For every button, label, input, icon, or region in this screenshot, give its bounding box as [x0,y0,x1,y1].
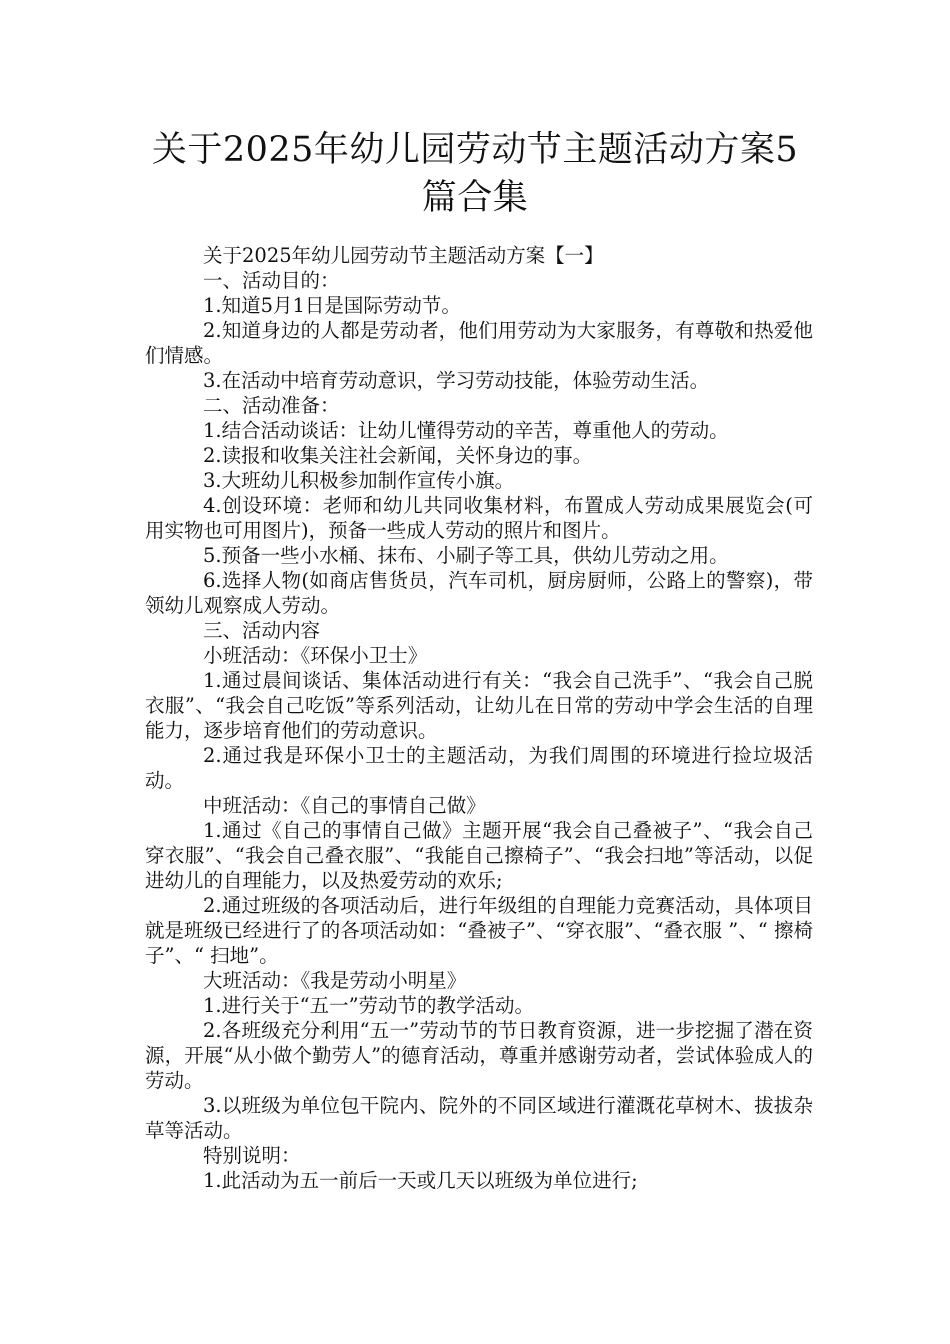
paragraph: 2.各班级充分利用“五一”劳动节的节日教育资源，进一步挖掘了潜在资源，开展“从小做个勤劳人”的德育活动，尊重并感谢劳动者，尝试体验成人的劳动。 [145,1019,813,1092]
paragraph: 1.知道5月1日是国际劳动节。 [203,294,461,317]
paragraph: 二、活动准备： [203,394,340,417]
paragraph: 1.结合活动谈话：让幼儿懂得劳动的辛苦，尊重他人的劳动。 [203,419,729,442]
paragraph: 2.读报和收集关注社会新闻，关怀身边的事。 [203,444,593,467]
paragraph: 3.在活动中培育劳动意识，学习劳动技能，体验劳动生活。 [203,369,710,392]
paragraph: 2.知道身边的人都是劳动者，他们用劳动为大家服务，有尊敬和热爱他们情感。 [145,319,813,367]
paragraph: 2.通过我是环保小卫士的主题活动，为我们周围的环境进行捡垃圾活动。 [145,744,813,792]
document-body [145,243,813,1193]
paragraph: 中班活动：《自己的事情自己做》 [203,794,486,817]
paragraph: 5.预备一些小水桶、抹布、小刷子等工具，供幼儿劳动之用。 [203,544,729,567]
title-line-1: 关于2025年幼儿园劳动节主题活动方案5 [151,130,799,170]
paragraph: 3.大班幼儿积极参加制作宣传小旗。 [203,469,515,492]
paragraph: 1.通过《自己的事情自己做》主题开展“我会自己叠被子”、“我会自己穿衣服”、“我会自己叠衣服”、“我能自己擦椅子”、“我会扫地”等活动，以促进幼儿的自理能力，以及热爱劳动的欢乐; [145,819,813,892]
paragraph: 大班活动：《我是劳动小明星》 [203,969,467,992]
paragraph: 一、活动目的： [203,269,340,292]
document-title [140,126,810,222]
paragraph: 1.通过晨间谈话、集体活动进行有关：“我会自己洗手”、“我会自己脱衣服”、“我会自己吃饭”等系列活动，让幼儿在日常的劳动中学会生活的自理能力，逐步培育他们的劳动意识。 [145,669,813,742]
paragraph: 6.选择人物(如商店售货员，汽车司机，厨房厨师，公路上的警察)，带领幼儿观察成人劳动。 [145,569,813,617]
paragraph: 2.通过班级的各项活动后，进行年级组的自理能力竞赛活动，具体项目就是班级已经进行了的各项活动如：“叠被子”、“穿衣服”、“叠衣服 ”、“ 擦椅子”、“ 扫地”。 [145,894,813,967]
paragraph: 4.创设环境：老师和幼儿共同收集材料，布置成人劳动成果展览会(可用实物也可用图片)，预备一些成人劳动的照片和图片。 [145,494,813,542]
paragraph: 小班活动：《环保小卫士》 [203,644,428,667]
paragraph: 3.以班级为单位包干院内、院外的不同区域进行灌溉花草树木、拔拔杂草等活动。 [145,1094,813,1142]
paragraph: 特别说明： [203,1144,301,1167]
paragraph: 三、活动内容 [203,619,321,642]
paragraph: 1.进行关于“五一”劳动节的教学活动。 [203,994,535,1017]
paragraph: 1.此活动为五一前后一天或几天以班级为单位进行; [203,1169,638,1192]
title-line-2: 篇合集 [421,178,529,218]
paragraph: 关于2025年幼儿园劳动节主题活动方案【一】 [203,244,604,267]
